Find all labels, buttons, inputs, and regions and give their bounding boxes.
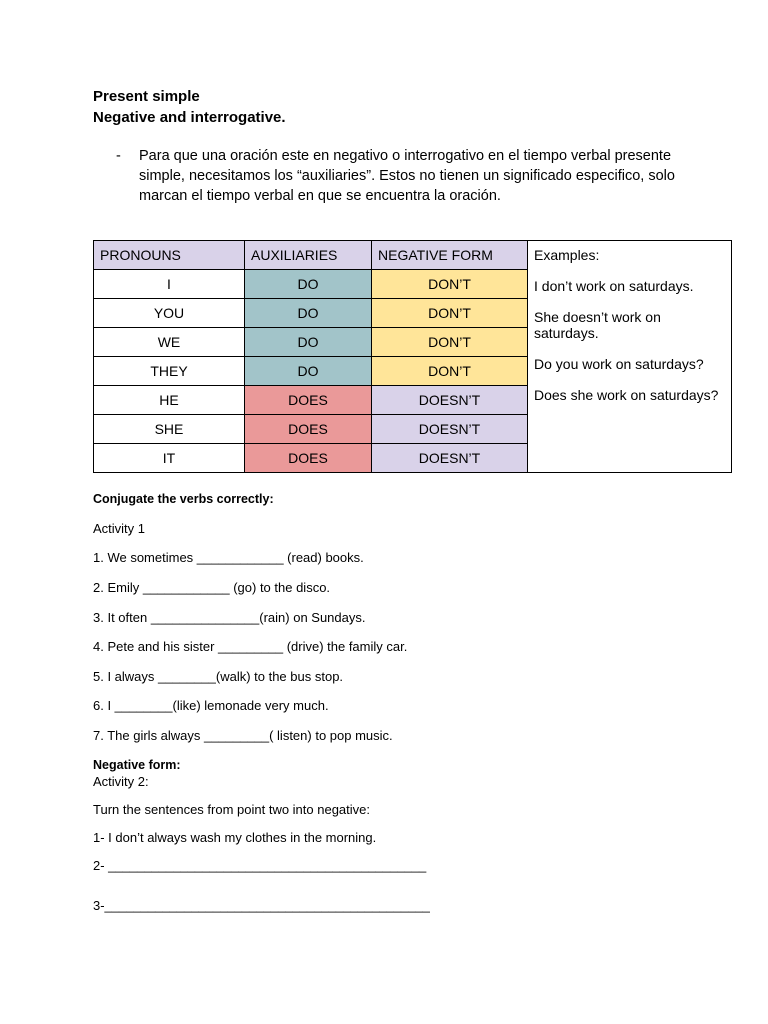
- page-title: Present simple: [93, 88, 200, 105]
- auxiliary-cell: DO: [245, 299, 372, 328]
- examples-label: Examples:: [534, 247, 600, 263]
- activity1-label: Activity 1: [93, 521, 146, 536]
- examples-cell: [528, 241, 732, 473]
- exercise-item: 7. The girls always _________( listen) to pop music.: [93, 728, 393, 743]
- negative-cell: DON’T: [372, 299, 528, 328]
- example-item: She doesn’t work on saturdays.: [534, 309, 661, 341]
- pronoun-cell: YOU: [94, 299, 245, 328]
- table-header-row: [94, 241, 732, 270]
- pronoun-cell: SHE: [94, 415, 245, 444]
- exercise-item: 6. I ________(like) lemonade very much.: [93, 698, 329, 713]
- answer-line: 2- ____________________________________________: [93, 858, 427, 873]
- exercise-item: 1. We sometimes ____________ (read) books.: [93, 550, 364, 565]
- exercise-item: 5. I always ________(walk) to the bus stop.: [93, 669, 344, 684]
- activity2-label: Activity 2:: [93, 774, 149, 789]
- auxiliary-cell: DOES: [245, 444, 372, 473]
- negative-cell: DON’T: [372, 328, 528, 357]
- example-item: Do you work on saturdays?: [534, 356, 704, 372]
- pronoun-cell: WE: [94, 328, 245, 357]
- exercise-item: 3. It often _______________(rain) on Sundays.: [93, 610, 366, 625]
- auxiliary-cell: DO: [245, 328, 372, 357]
- pronoun-cell: IT: [94, 444, 245, 473]
- pronoun-cell: I: [94, 270, 245, 299]
- negative-cell: DOESN’T: [372, 444, 528, 473]
- example-item: Does she work on saturdays?: [534, 387, 719, 403]
- example-item: I don’t work on saturdays.: [534, 278, 694, 294]
- exercise-item: 2. Emily ____________ (go) to the disco.: [93, 580, 331, 595]
- header-pronouns: PRONOUNS: [94, 241, 245, 270]
- page-subtitle: Negative and interrogative.: [93, 109, 286, 126]
- activity2-heading: Negative form:: [93, 758, 181, 772]
- activity2-instruction: Turn the sentences from point two into negative:: [93, 802, 371, 817]
- auxiliary-cell: DOES: [245, 386, 372, 415]
- pronoun-cell: THEY: [94, 357, 245, 386]
- auxiliary-cell: DO: [245, 270, 372, 299]
- activity1-instruction: Conjugate the verbs correctly:: [93, 492, 274, 506]
- negative-cell: DOESN’T: [372, 415, 528, 444]
- negative-cell: DON’T: [372, 270, 528, 299]
- pronoun-cell: HE: [94, 386, 245, 415]
- header-negative-form: NEGATIVE FORM: [372, 241, 528, 270]
- exercise-item: 4. Pete and his sister _________ (drive) the family car.: [93, 639, 408, 654]
- auxiliary-cell: DO: [245, 357, 372, 386]
- answer-line: 3-_____________________________________________: [93, 898, 430, 913]
- bullet-dash: -: [116, 148, 121, 164]
- intro-text: Para que una oración este en negativo o interrogativo en el tiempo verbal presente simple, necesitamos los “auxiliaries”. Estos no tienen un significado especifico, solo marcan el tiempo verbal en que se encuentra la oración.: [139, 148, 675, 204]
- negative-cell: DON’T: [372, 357, 528, 386]
- auxiliary-cell: DOES: [245, 415, 372, 444]
- negative-cell: DOESN’T: [372, 386, 528, 415]
- header-auxiliaries: AUXILIARIES: [245, 241, 372, 270]
- exercise-item: 1- I don’t always wash my clothes in the morning.: [93, 830, 377, 845]
- auxiliaries-table: [93, 240, 732, 473]
